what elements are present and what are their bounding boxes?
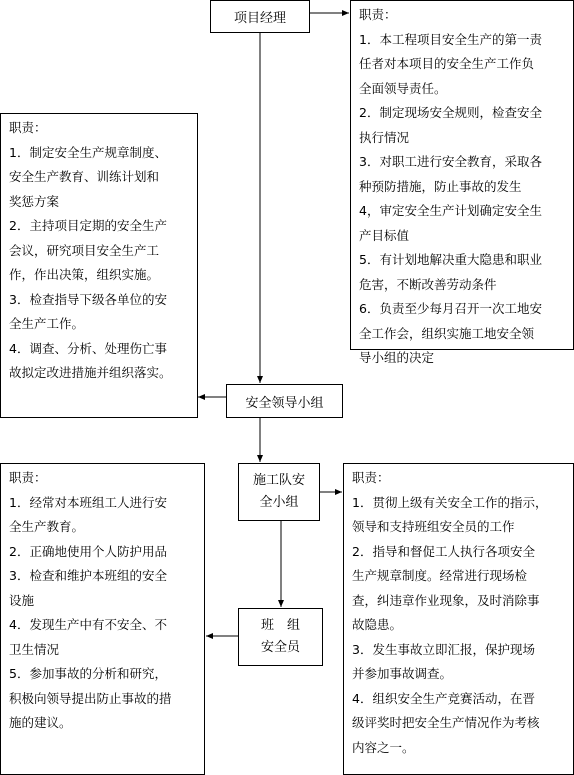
duty-line: 3．发生事故立即汇报，保护现场 <box>352 641 535 657</box>
duty-line: 种预防措施，防止事故的发生 <box>359 178 522 194</box>
duty-line: 并参加事故调查。 <box>352 666 453 681</box>
duty-line: 1．本工程项目安全生产的第一责 <box>359 31 542 47</box>
duty-line: 会议，研究项目安全生产工 <box>9 242 160 258</box>
duty-line: 积极向领导提出防止事故的措 <box>9 690 172 706</box>
duty-line: 危害，不断改善劳动条件 <box>359 276 497 292</box>
duty-line: 职责： <box>9 470 47 485</box>
node-safety-leadership-group <box>226 384 343 418</box>
duty-line: 2．制定现场安全规则，检查安全 <box>359 105 542 120</box>
duty-line: 3．对职工进行安全教育，采取各 <box>359 154 542 169</box>
duty-line: 职责： <box>352 470 390 485</box>
duty-line: 5．有计划地解决重大隐患和职业 <box>359 252 542 267</box>
duty-line: 全生产教育。 <box>9 519 85 534</box>
duty-line: 4．调查、分析、处理伤亡事 <box>9 340 167 356</box>
duty-line: 故隐患。 <box>352 617 403 632</box>
duty-line: 奖惩方案 <box>9 193 60 209</box>
duties-project-manager <box>350 0 574 365</box>
node-project-manager-label: 项目经理 <box>233 11 286 26</box>
duty-line: 产目标值 <box>359 227 410 243</box>
duty-line: 4．发现生产中有不安全、不 <box>9 617 167 632</box>
node-project-manager <box>210 0 310 33</box>
duty-line: 职责： <box>9 120 47 135</box>
duty-line: 全面领导责任。 <box>359 80 447 96</box>
duty-line: 全工作会，组织实施工地安全领 <box>359 325 535 341</box>
duty-line: 6．负责至少每月召开一次工地安 <box>359 301 542 316</box>
duty-line: 执行情况 <box>359 129 410 145</box>
duty-line: 导小组的决定 <box>359 350 435 365</box>
node-team-safety-group-line-1: 施工队安 <box>252 473 305 488</box>
node-crew-safety-officer-line-2: 安全员 <box>260 640 300 655</box>
duty-line: 全生产工作。 <box>9 316 85 331</box>
duty-line: 级评奖时把安全生产情况作为考核 <box>352 715 540 730</box>
duty-line: 内容之一。 <box>352 739 415 755</box>
node-team-safety-group <box>238 463 320 521</box>
duty-line: 生产规章制度。经常进行现场检 <box>352 568 528 583</box>
duty-line: 4．组织安全生产竞赛活动，在晋 <box>352 690 535 706</box>
node-safety-leadership-group-label: 安全领导小组 <box>245 395 324 411</box>
duty-line: 安全生产教育、训练计划和 <box>9 169 160 184</box>
duties-safety-leadership-group <box>0 113 198 418</box>
duty-line: 1．贯彻上级有关安全工作的指示， <box>352 494 548 510</box>
duty-line: 1．制定安全生产规章制度、 <box>9 144 167 160</box>
duty-line: 领导和支持班组安全员的工作 <box>352 519 515 534</box>
duty-line: 5．参加事故的分析和研究， <box>9 666 167 681</box>
duty-line: 作，作出决策，组织实施。 <box>9 267 160 282</box>
duty-line: 1．经常对本班组工人进行安 <box>9 494 167 510</box>
duty-line: 2．正确地使用个人防护用品 <box>9 543 167 559</box>
duties-crew-safety-officer <box>0 463 205 775</box>
duty-line: 施的建议。 <box>9 715 72 730</box>
duty-line: 查，纠违章作业现象，及时消除事 <box>352 592 540 608</box>
duty-line: 3．检查指导下级各单位的安 <box>9 291 167 307</box>
duty-line: 2．指导和督促工人执行各项安全 <box>352 543 535 559</box>
duty-line: 故拟定改进措施并组织落实。 <box>9 365 172 380</box>
duty-line: 4，审定安全生产计划确定安全生 <box>359 203 542 218</box>
duty-line: 卫生情况 <box>9 641 60 657</box>
node-crew-safety-officer-line-1: 班 组 <box>260 618 300 633</box>
duty-line: 2．主持项目定期的安全生产 <box>9 218 167 233</box>
duty-line: 设施 <box>9 592 35 608</box>
duties-team-safety-group <box>343 463 574 775</box>
duty-line: 任者对本项目的安全生产工作负 <box>359 56 535 71</box>
duty-line: 3．检查和维护本班组的安全 <box>9 568 167 583</box>
duty-line: 职责： <box>359 7 397 22</box>
node-crew-safety-officer <box>238 608 323 666</box>
node-team-safety-group-line-2: 全小组 <box>259 495 299 510</box>
